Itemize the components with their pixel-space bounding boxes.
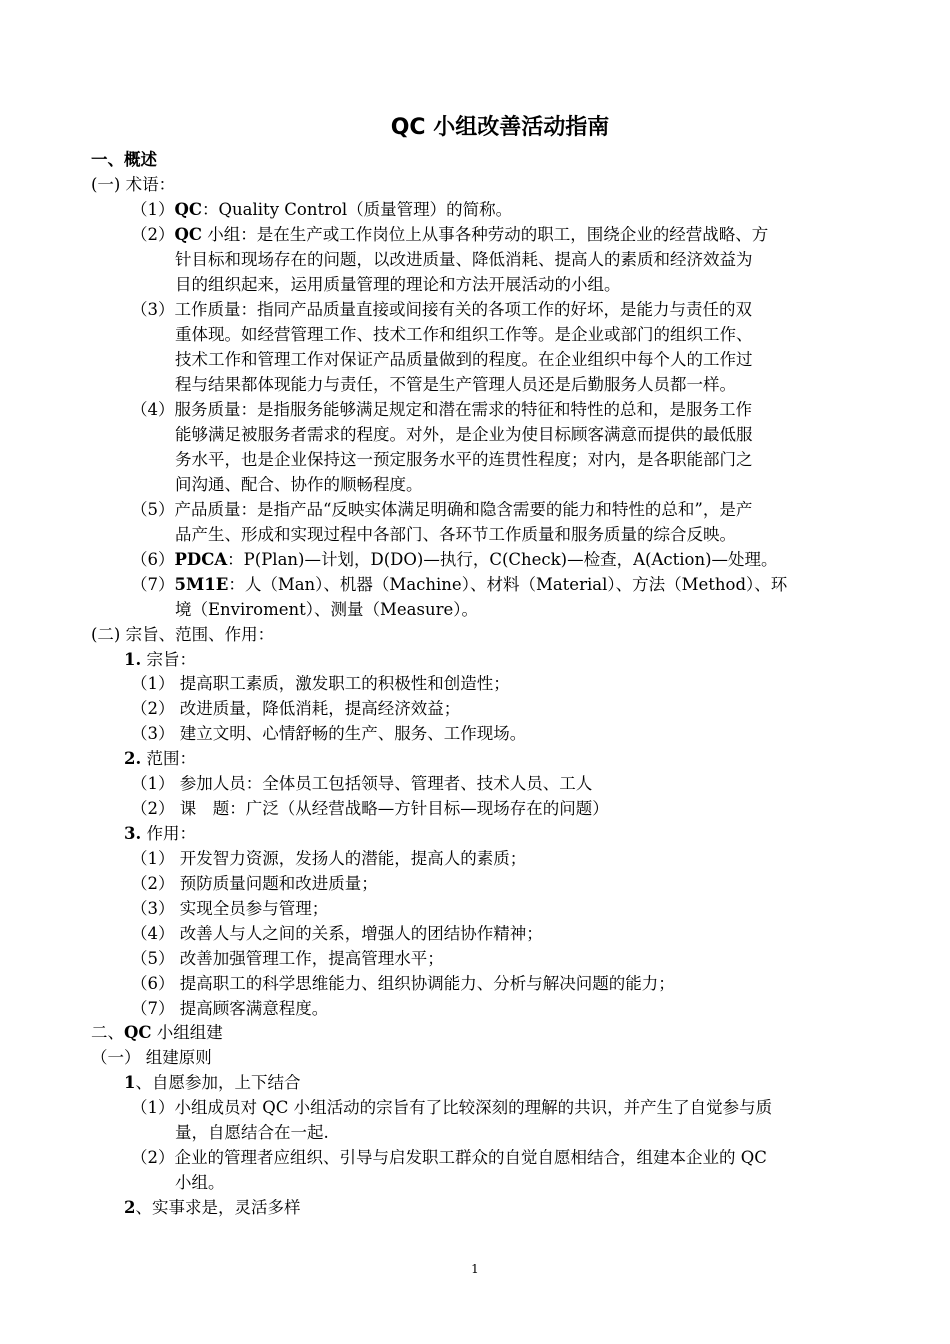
text-line: 小组。 bbox=[175, 1173, 225, 1192]
text-span: （7） bbox=[131, 575, 175, 594]
text-span: 范围： bbox=[141, 749, 196, 768]
text-span: ：人（Man）、机器（Machine）、材料（Material）、方法（Method）、环 bbox=[228, 575, 788, 594]
text-line: （5）产品质量：是指产品“反映实体满足明确和隐含需要的能力和特性的总和”，是产 bbox=[131, 500, 753, 519]
text-span: 二、 bbox=[91, 1023, 124, 1042]
text-line: （5） 改善加强管理工作，提高管理水平； bbox=[131, 949, 444, 968]
text-line: （2） 课 题：广泛（从经营战略—方针目标—现场存在的问题） bbox=[131, 799, 609, 818]
text-span: ：Quality Control（质量管理）的简称。 bbox=[202, 200, 513, 219]
text-span: 、自愿参加，上下结合 bbox=[135, 1073, 301, 1092]
item-heading bbox=[124, 1196, 300, 1220]
text-line: 务水平，也是企业保持这一预定服务水平的连贯性程度；对内，是各职能部门之 bbox=[175, 450, 753, 469]
text-line: （4）服务质量：是指服务能够满足规定和潜在需求的特征和特性的总和，是服务工作 bbox=[131, 400, 752, 419]
text-span: 2 bbox=[124, 1198, 136, 1217]
text-line: （1）小组成员对 QC 小组活动的宗旨有了比较深刻的理解的共识，并产生了自觉参与质 bbox=[131, 1098, 773, 1117]
text-line: （6） 提高职工的科学思维能力、组织协调能力、分析与解决问题的能力； bbox=[131, 974, 675, 993]
text-line: 品产生、形成和实现过程中各部门、各环节工作质量和服务质量的综合反映。 bbox=[175, 525, 736, 544]
text-line: 针目标和现场存在的问题，以改进质量、降低消耗、提高人的素质和经济效益为 bbox=[175, 250, 753, 269]
text-span: 小组组建 bbox=[151, 1023, 223, 1042]
text-line bbox=[131, 548, 778, 572]
page-number: 1 bbox=[471, 1262, 479, 1276]
section-heading-2 bbox=[91, 1021, 223, 1045]
text-line: （1） 参加人员：全体员工包括领导、管理者、技术人员、工人 bbox=[131, 774, 593, 793]
text-line: （4） 改善人与人之间的关系，增强人的团结协作精神； bbox=[131, 924, 543, 943]
text-line: 目的组织起来，运用质量管理的理论和方法开展活动的小组。 bbox=[175, 275, 621, 294]
text-line: 能够满足被服务者需求的程度。对外，是企业为使目标顾客满意而提供的最低服 bbox=[175, 425, 753, 444]
text-line: （3） 建立文明、心情舒畅的生产、服务、工作现场。 bbox=[131, 724, 527, 743]
item-heading bbox=[124, 747, 196, 771]
text-span: 2. bbox=[124, 749, 142, 768]
section-heading-1: 一、概述 bbox=[91, 150, 157, 169]
text-span: 宗旨： bbox=[141, 650, 196, 669]
text-span: 1. bbox=[124, 650, 142, 669]
text-span: PDCA bbox=[174, 550, 228, 569]
text-span: 小组：是在生产或工作岗位上从事各种劳动的职工，围绕企业的经营战略、方 bbox=[202, 225, 769, 244]
subsection-heading: (二) 宗旨、范围、作用： bbox=[91, 625, 275, 644]
text-span: （6） bbox=[131, 550, 175, 569]
text-span: （1） bbox=[131, 200, 175, 219]
text-line bbox=[131, 223, 768, 247]
text-line: （2） 预防质量问题和改进质量； bbox=[131, 874, 378, 893]
text-line bbox=[131, 198, 512, 222]
text-line: 量，自愿结合在一起. bbox=[175, 1123, 329, 1142]
text-span: 、实事求是，灵活多样 bbox=[135, 1198, 301, 1217]
text-line: 间沟通、配合、协作的顺畅程度。 bbox=[175, 475, 423, 494]
text-line: （7） 提高顾客满意程度。 bbox=[131, 999, 329, 1018]
subsection-heading: (一) 术语： bbox=[91, 175, 176, 194]
text-line: （3）工作质量：指同产品质量直接或间接有关的各项工作的好坏，是能力与责任的双 bbox=[131, 300, 752, 319]
text-line bbox=[131, 573, 787, 597]
text-line: （3） 实现全员参与管理； bbox=[131, 899, 329, 918]
text-span: （2） bbox=[131, 225, 175, 244]
text-line: 重体现。如经营管理工作、技术工作和组织工作等。是企业或部门的组织工作、 bbox=[175, 325, 753, 344]
item-heading bbox=[124, 1071, 300, 1095]
text-span: 5M1E bbox=[174, 575, 229, 594]
text-span: ：P(Plan)—计划，D(DO)—执行，C(Check)—检查，A(Action)—处理。 bbox=[227, 550, 778, 569]
text-line: 境（Enviroment）、测量（Measure）。 bbox=[175, 600, 479, 619]
text-line: （1） 开发智力资源，发扬人的潜能，提高人的素质； bbox=[131, 849, 527, 868]
text-line: （1） 提高职工素质，激发职工的积极性和创造性； bbox=[131, 674, 510, 693]
text-span: 1 bbox=[124, 1073, 136, 1092]
item-heading bbox=[124, 648, 196, 672]
text-span: 3. bbox=[124, 824, 142, 843]
text-span: QC bbox=[174, 225, 203, 244]
text-span: 作用： bbox=[141, 824, 196, 843]
text-span: QC bbox=[124, 1023, 152, 1042]
text-line: 技术工作和管理工作对保证产品质量做到的程度。在企业组织中每个人的工作过 bbox=[175, 350, 753, 369]
document-title: QC 小组改善活动指南 bbox=[390, 115, 610, 140]
text-line: （2）企业的管理者应组织、引导与启发职工群众的自觉自愿相结合，组建本企业的 QC bbox=[131, 1148, 767, 1167]
item-heading bbox=[124, 822, 196, 846]
subsection-heading: （一） 组建原则 bbox=[91, 1048, 212, 1067]
text-line: （2） 改进质量，降低消耗，提高经济效益； bbox=[131, 699, 461, 718]
text-line: 程与结果都体现能力与责任，不管是生产管理人员还是后勤服务人员都一样。 bbox=[175, 375, 736, 394]
text-span: QC bbox=[174, 200, 203, 219]
